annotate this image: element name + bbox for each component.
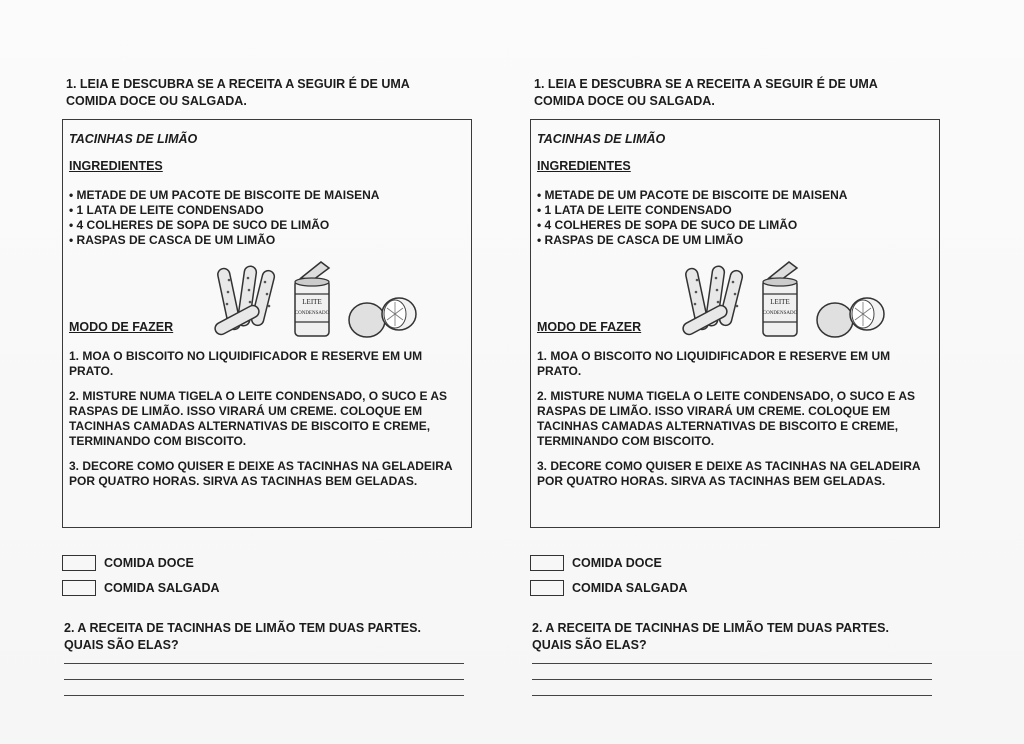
ingredients-illustration [209,258,465,340]
ingredients-heading: INGREDIENTES [537,159,631,173]
checkbox-salgada[interactable] [62,580,96,596]
can-label-line-2: CONDENSADO [762,311,798,316]
ingredients-list [537,188,933,248]
lemons-icon [347,290,419,340]
biscuits-icon [209,262,279,340]
ingredient-item: • RASPAS DE CASCA DE UM LIMÃO [69,233,465,248]
answer-line[interactable] [64,663,464,664]
answer-options [62,555,472,596]
answer-line[interactable] [64,679,464,680]
method-step: 1. MOA O BISCOITO NO LIQUIDIFICADOR E RESERVE EM UM PRATO. [69,349,423,378]
checkbox-doce[interactable] [530,555,564,571]
ingredient-item: • 4 COLHERES DE SOPA DE SUCO DE LIMÃO [537,218,933,233]
question-2: 2. A RECEITA DE TACINHAS DE LIMÃO TEM DUAS PARTES. QUAIS SÃO ELAS? [64,621,421,652]
method-step: 2. MISTURE NUMA TIGELA O LEITE CONDENSADO, O SUCO E AS RASPAS DE LIMÃO. ISSO VIRARÁ UM CREME. COLOQUE EM TACINHAS CAMADAS ALTERNATIVAS DE BISCOITO E CREME, TERMINANDO COM BISCOITO. [537,389,916,448]
condensed-milk-can-icon [759,260,803,340]
recipe-box [530,119,940,528]
method-steps [537,349,933,499]
recipe-title: TACINHAS DE LIMÃO [537,132,666,146]
method-heading: MODO DE FAZER [69,320,174,334]
ingredients-illustration [677,258,933,340]
ingredient-item: • RASPAS DE CASCA DE UM LIMÃO [537,233,933,248]
option-salgada-label: COMIDA SALGADA [572,581,688,595]
option-doce[interactable] [62,555,472,571]
option-salgada[interactable] [62,580,472,596]
answer-options [530,555,940,596]
question-1: 1. LEIA E DESCUBRA SE A RECEITA A SEGUIR É DE UMA COMIDA DOCE OU SALGADA. [66,77,410,108]
biscuits-icon [677,262,747,340]
option-salgada-label: COMIDA SALGADA [104,581,220,595]
ingredient-item: • METADE DE UM PACOTE DE BISCOITE DE MAISENA [537,188,933,203]
checkbox-salgada[interactable] [530,580,564,596]
method-heading: MODO DE FAZER [537,320,642,334]
method-step: 3. DECORE COMO QUISER E DEIXE AS TACINHAS NA GELADEIRA POR QUATRO HORAS. SIRVA AS TACINHAS BEM GELADAS. [69,459,453,488]
ingredient-item: • 4 COLHERES DE SOPA DE SUCO DE LIMÃO [69,218,465,233]
answer-line[interactable] [532,663,932,664]
method-step: 1. MOA O BISCOITO NO LIQUIDIFICADOR E RESERVE EM UM PRATO. [537,349,891,378]
method-steps [69,349,465,499]
method-step: 2. MISTURE NUMA TIGELA O LEITE CONDENSADO, O SUCO E AS RASPAS DE LIMÃO. ISSO VIRARÁ UM CREME. COLOQUE EM TACINHAS CAMADAS ALTERNATIVAS DE BISCOITO E CREME, TERMINANDO COM BISCOITO. [69,389,448,448]
option-doce[interactable] [530,555,940,571]
answer-line[interactable] [532,679,932,680]
answer-line[interactable] [532,695,932,696]
option-salgada[interactable] [530,580,940,596]
ingredient-item: • 1 LATA DE LEITE CONDENSADO [69,203,465,218]
answer-line[interactable] [64,695,464,696]
option-doce-label: COMIDA DOCE [572,556,662,570]
lemons-icon [815,290,887,340]
question-1: 1. LEIA E DESCUBRA SE A RECEITA A SEGUIR É DE UMA COMIDA DOCE OU SALGADA. [534,77,878,108]
condensed-milk-can-icon [291,260,335,340]
option-doce-label: COMIDA DOCE [104,556,194,570]
can-label-line-2: CONDENSADO [294,311,330,316]
can-label-line-1: LEITE [770,298,790,306]
question-2: 2. A RECEITA DE TACINHAS DE LIMÃO TEM DUAS PARTES. QUAIS SÃO ELAS? [532,621,889,652]
checkbox-doce[interactable] [62,555,96,571]
ingredients-heading: INGREDIENTES [69,159,163,173]
worksheet-left [62,76,472,711]
recipe-box [62,119,472,528]
ingredient-item: • METADE DE UM PACOTE DE BISCOITE DE MAISENA [69,188,465,203]
can-label-line-1: LEITE [302,298,322,306]
ingredient-item: • 1 LATA DE LEITE CONDENSADO [537,203,933,218]
method-step: 3. DECORE COMO QUISER E DEIXE AS TACINHAS NA GELADEIRA POR QUATRO HORAS. SIRVA AS TACINHAS BEM GELADAS. [537,459,921,488]
worksheet-right [530,76,940,711]
ingredients-list [69,188,465,248]
recipe-title: TACINHAS DE LIMÃO [69,132,198,146]
